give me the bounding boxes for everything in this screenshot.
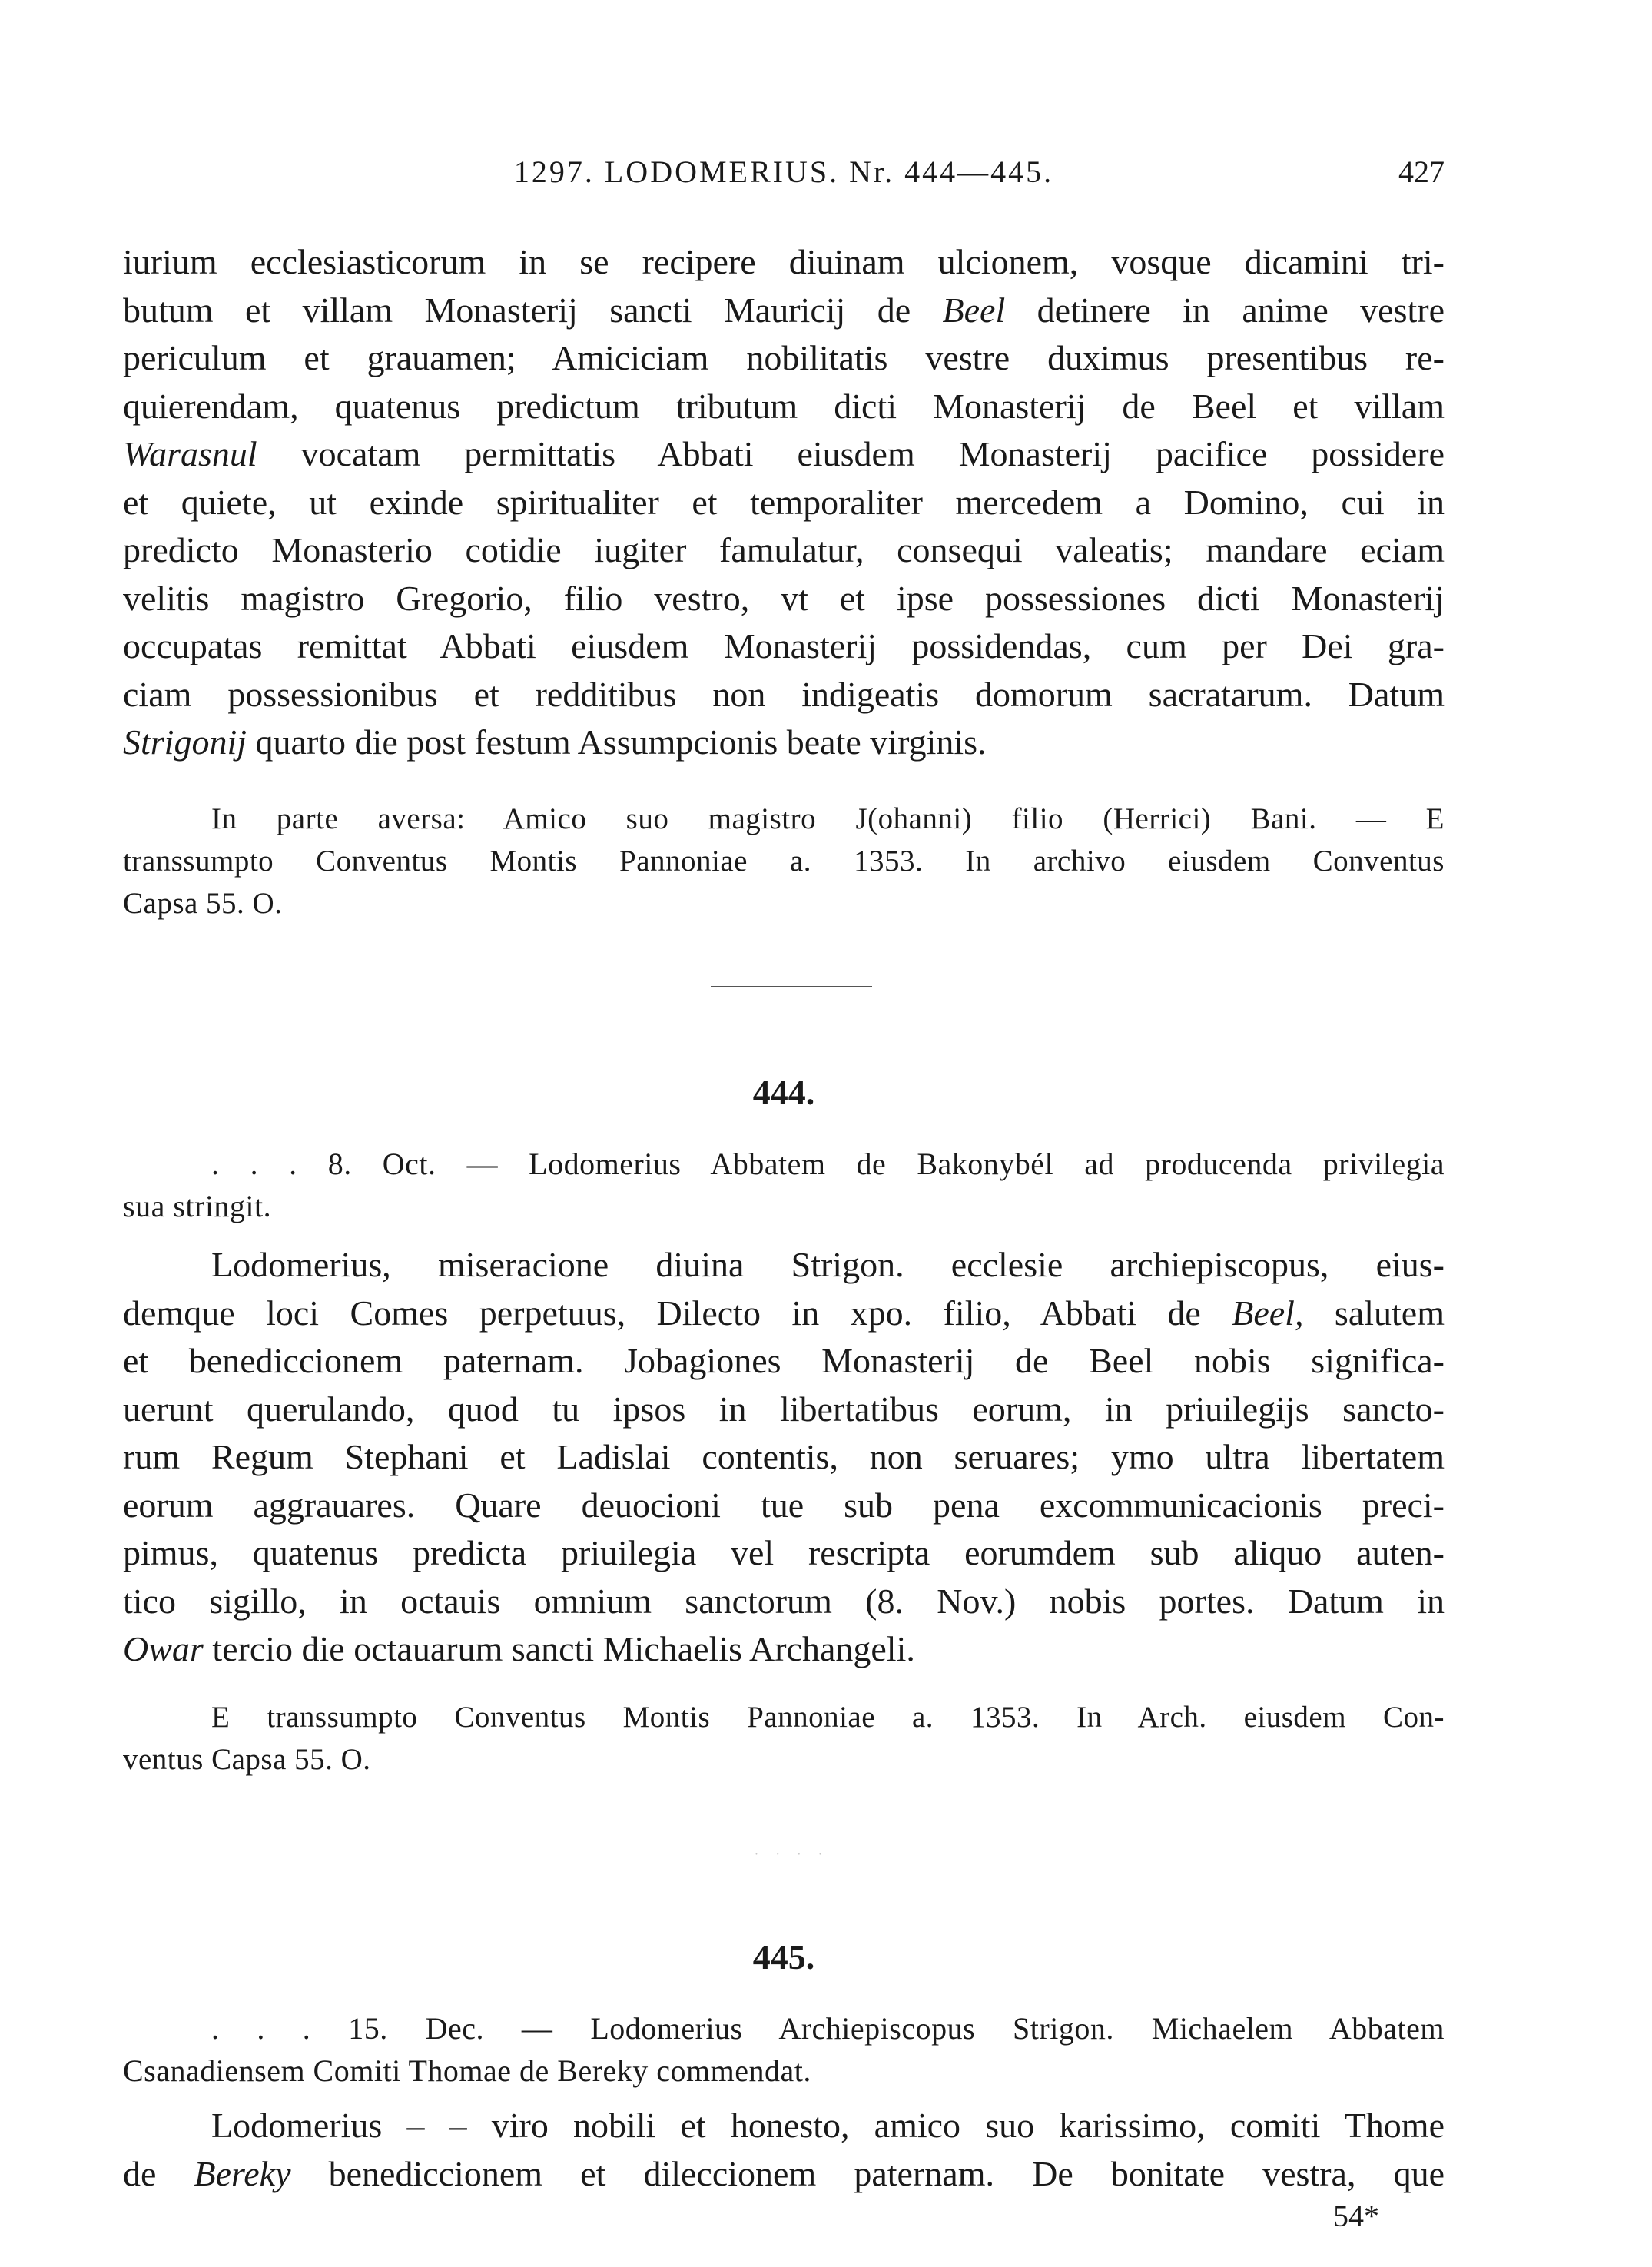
- text-line: Lodomerius – – viro nobili et honesto, amico suo karissimo, comiti Thome: [211, 2106, 1445, 2145]
- text-line: pimus, quatenus predicta priuilegia vel rescripta eorumdem sub aliquo auten-: [123, 1533, 1445, 1572]
- text-line: de Bereky benediccionem et dileccionem paternam. De bonitate vestra, que: [123, 2153, 1445, 2193]
- text-line: Lodomerius, miseracione diuina Strigon. ecclesie archiepiscopus, eius-: [211, 1245, 1445, 1284]
- running-title: 1297. LODOMERIUS. Nr. 444—445.: [513, 154, 1054, 189]
- text-line: tico sigillo, in octauis omnium sanctorum (8. Nov.) nobis portes. Datum in: [123, 1581, 1445, 1621]
- text-line: Capsa 55. O.: [123, 887, 283, 920]
- doc-445-body: [123, 2102, 1445, 2198]
- doc-445-summary: [123, 2007, 1445, 2092]
- text-line: Warasnul vocatam permittatis Abbati eiusdem Monasterij pacifice possidere: [123, 434, 1445, 473]
- text-line: E transsumpto Conventus Montis Pannoniae a. 1353. In Arch. eiusdem Con-: [211, 1701, 1445, 1734]
- doc-445-number: 445.: [752, 1937, 815, 1977]
- text-line: In parte aversa: Amico suo magistro J(ohanni) filio (Herrici) Bani. — E: [211, 802, 1445, 835]
- text-line: iurium ecclesiasticorum in se recipere diuinam ulcionem, vosque dicamini tri-: [123, 242, 1445, 281]
- page-number: 427: [1398, 154, 1445, 189]
- text-line: butum et villam Monasterij sancti Mauricij de Beel detinere in anime vestre: [123, 290, 1445, 330]
- prev-note-lines: [123, 798, 1445, 924]
- text-line: Owar tercio die octauarum sancti Michaelis Archangeli.: [123, 1629, 915, 1668]
- doc-445-body-lines: [123, 2102, 1445, 2198]
- doc-444-summary: [123, 1143, 1445, 1227]
- doc-444-body-lines: [123, 1241, 1445, 1674]
- prev-document-body: [123, 238, 1445, 767]
- text-line: uerunt querulando, quod tu ipsos in libertatibus eorum, in priuilegijs sancto-: [123, 1389, 1445, 1429]
- running-head: [123, 154, 1445, 200]
- text-line: ventus Capsa 55. O.: [123, 1743, 371, 1776]
- text-line: occupatas remittat Abbati eiusdem Monasterij possidendas, cum per Dei gra-: [123, 626, 1445, 665]
- text-line: sua stringit.: [123, 1189, 272, 1223]
- text-line: . . . 8. Oct. — Lodomerius Abbatem de Bakonybél ad producenda privilegia: [211, 1147, 1445, 1181]
- doc-444-note-lines: [123, 1696, 1445, 1781]
- text-line: periculum et grauamen; Amiciciam nobilitatis vestre duximus presentibus re-: [123, 338, 1445, 377]
- doc-444-number: 444.: [752, 1073, 815, 1112]
- text-line: et quiete, ut exinde spiritualiter et temporaliter mercedem a Domino, cui in: [123, 482, 1445, 522]
- text-line: velitis magistro Gregorio, filio vestro, vt et ipse possessiones dicti Monasterij: [123, 578, 1445, 618]
- text-line: quierendam, quatenus predictum tributum dicti Monasterij de Beel et villam: [123, 386, 1445, 426]
- signature-mark: 54*: [1333, 2199, 1379, 2233]
- text-line: demque loci Comes perpetuus, Dilecto in xpo. filio, Abbati de Beel, salutem: [123, 1293, 1445, 1333]
- prev-document-note: [123, 798, 1445, 924]
- faint-divider-mark: · · · ·: [754, 1846, 829, 1863]
- doc-444-summary-lines: [123, 1143, 1445, 1227]
- doc-445-summary-lines: [123, 2007, 1445, 2092]
- section-divider: [711, 986, 872, 987]
- text-line: . . . 15. Dec. — Lodomerius Archiepiscopus Strigon. Michaelem Abbatem: [211, 2011, 1445, 2046]
- text-line: transsumpto Conventus Montis Pannoniae a. 1353. In archivo eiusdem Conventus: [123, 845, 1445, 878]
- text-line: predicto Monasterio cotidie iugiter famulatur, consequi valeatis; mandare eciam: [123, 530, 1445, 569]
- text-line: et benediccionem paternam. Jobagiones Monasterij de Beel nobis significa-: [123, 1341, 1445, 1380]
- text-line: Csanadiensem Comiti Thomae de Bereky commendat.: [123, 2053, 811, 2088]
- text-line: rum Regum Stephani et Ladislai contentis, non seruares; ymo ultra libertatem: [123, 1437, 1445, 1476]
- doc-444-note: [123, 1696, 1445, 1781]
- text-line: Strigonij quarto die post festum Assumpcionis beate virginis.: [123, 722, 987, 762]
- text-line: eorum aggrauares. Quare deuocioni tue sub pena excommunicacionis preci-: [123, 1485, 1445, 1525]
- doc-444-body: [123, 1241, 1445, 1674]
- text-line: ciam possessionibus et redditibus non indigeatis domorum sacratarum. Datum: [123, 674, 1445, 714]
- prev-body-lines: [123, 238, 1445, 767]
